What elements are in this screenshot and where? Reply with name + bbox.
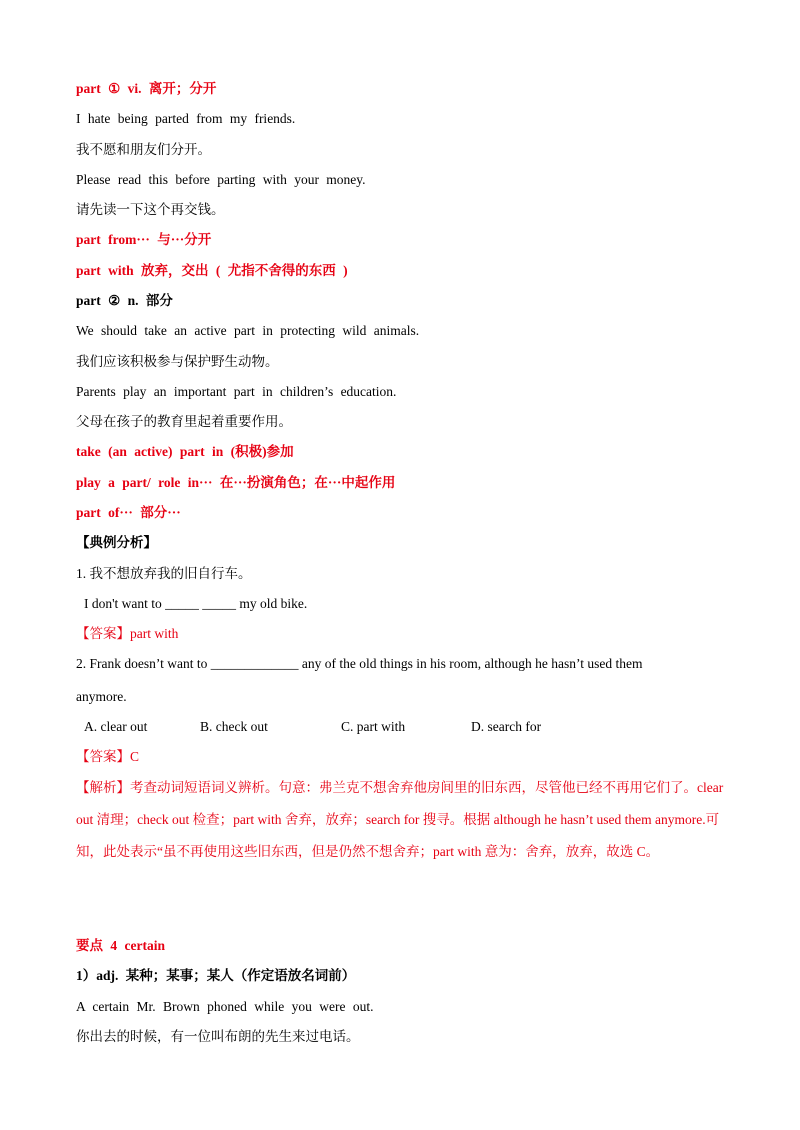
answer-2: 【答案】C bbox=[76, 749, 140, 764]
example-en-4: Parents play an important part in children’s education. bbox=[76, 384, 397, 399]
example-cn-5: 你出去的时候，有一位叫布朗的先生来过电话。 bbox=[76, 1029, 360, 1044]
heading-part-vi: part ① vi. 离开；分开 bbox=[76, 81, 217, 96]
phrase-take-part-in: take (an active) part in (积极)参加 bbox=[76, 444, 294, 459]
question-2-continued: anymore. bbox=[76, 689, 127, 704]
analysis-text: 【解析】考查动词短语词义辨析。句意：弗兰克不想舍弃他房间里的旧东西，尽管他已经不再用它们了。clear out 清理；check out 检查；part with 舍弃，放弃；search for 搜寻。根据 although he hasn’t used them anymore.可知，此处表示“虽不再使用这些旧东西，但是仍然不想舍弃；part with 意为：舍弃，放弃，故选 C。 bbox=[76, 780, 724, 859]
example-en-1: I hate being parted from my friends. bbox=[76, 111, 296, 126]
option-b: B. check out bbox=[200, 719, 268, 734]
question-2: 2. Frank doesn’t want to _____________ any of the old things in his room, although he hasn’t used them bbox=[76, 656, 643, 671]
phrase-play-a-part: play a part/ role in··· 在···扮演角色；在···中起作用 bbox=[76, 475, 396, 490]
question-1: 1. 我不想放弃我的旧自行车。 bbox=[76, 566, 252, 581]
option-c: C. part with bbox=[341, 719, 406, 734]
options-row bbox=[84, 718, 541, 736]
phrase-part-from: part from··· 与···分开 bbox=[76, 232, 212, 247]
answer-1: 【答案】part with bbox=[76, 626, 179, 641]
option-d: D. search for bbox=[471, 719, 542, 734]
section-heading-examples: 【典例分析】 bbox=[76, 535, 157, 550]
option-a: A. clear out bbox=[84, 719, 148, 734]
example-cn-2: 请先读一下这个再交钱。 bbox=[76, 202, 225, 217]
phrase-part-of: part of··· 部分··· bbox=[76, 505, 181, 520]
phrase-part-with: part with 放弃，交出 ( 尤指不舍得的东西 ) bbox=[76, 263, 348, 278]
heading-part-n: part ② n. 部分 bbox=[76, 293, 173, 308]
example-en-3: We should take an active part in protecting wild animals. bbox=[76, 323, 420, 338]
example-cn-1: 我不愿和朋友们分开。 bbox=[76, 142, 211, 157]
example-cn-4: 父母在孩子的教育里起着重要作用。 bbox=[76, 414, 292, 429]
question-1-blank-sentence: I don't want to _____ _____ my old bike. bbox=[84, 596, 308, 611]
key-point-4-heading: 要点 4 certain bbox=[76, 938, 165, 953]
example-cn-3: 我们应该积极参与保护野生动物。 bbox=[76, 354, 279, 369]
example-en-5: A certain Mr. Brown phoned while you were out. bbox=[76, 999, 374, 1014]
analysis-paragraph bbox=[76, 772, 726, 868]
certain-adj-heading: 1）adj. 某种；某事；某人（作定语放名词前） bbox=[76, 968, 356, 983]
example-en-2: Please read this before parting with your money. bbox=[76, 172, 366, 187]
